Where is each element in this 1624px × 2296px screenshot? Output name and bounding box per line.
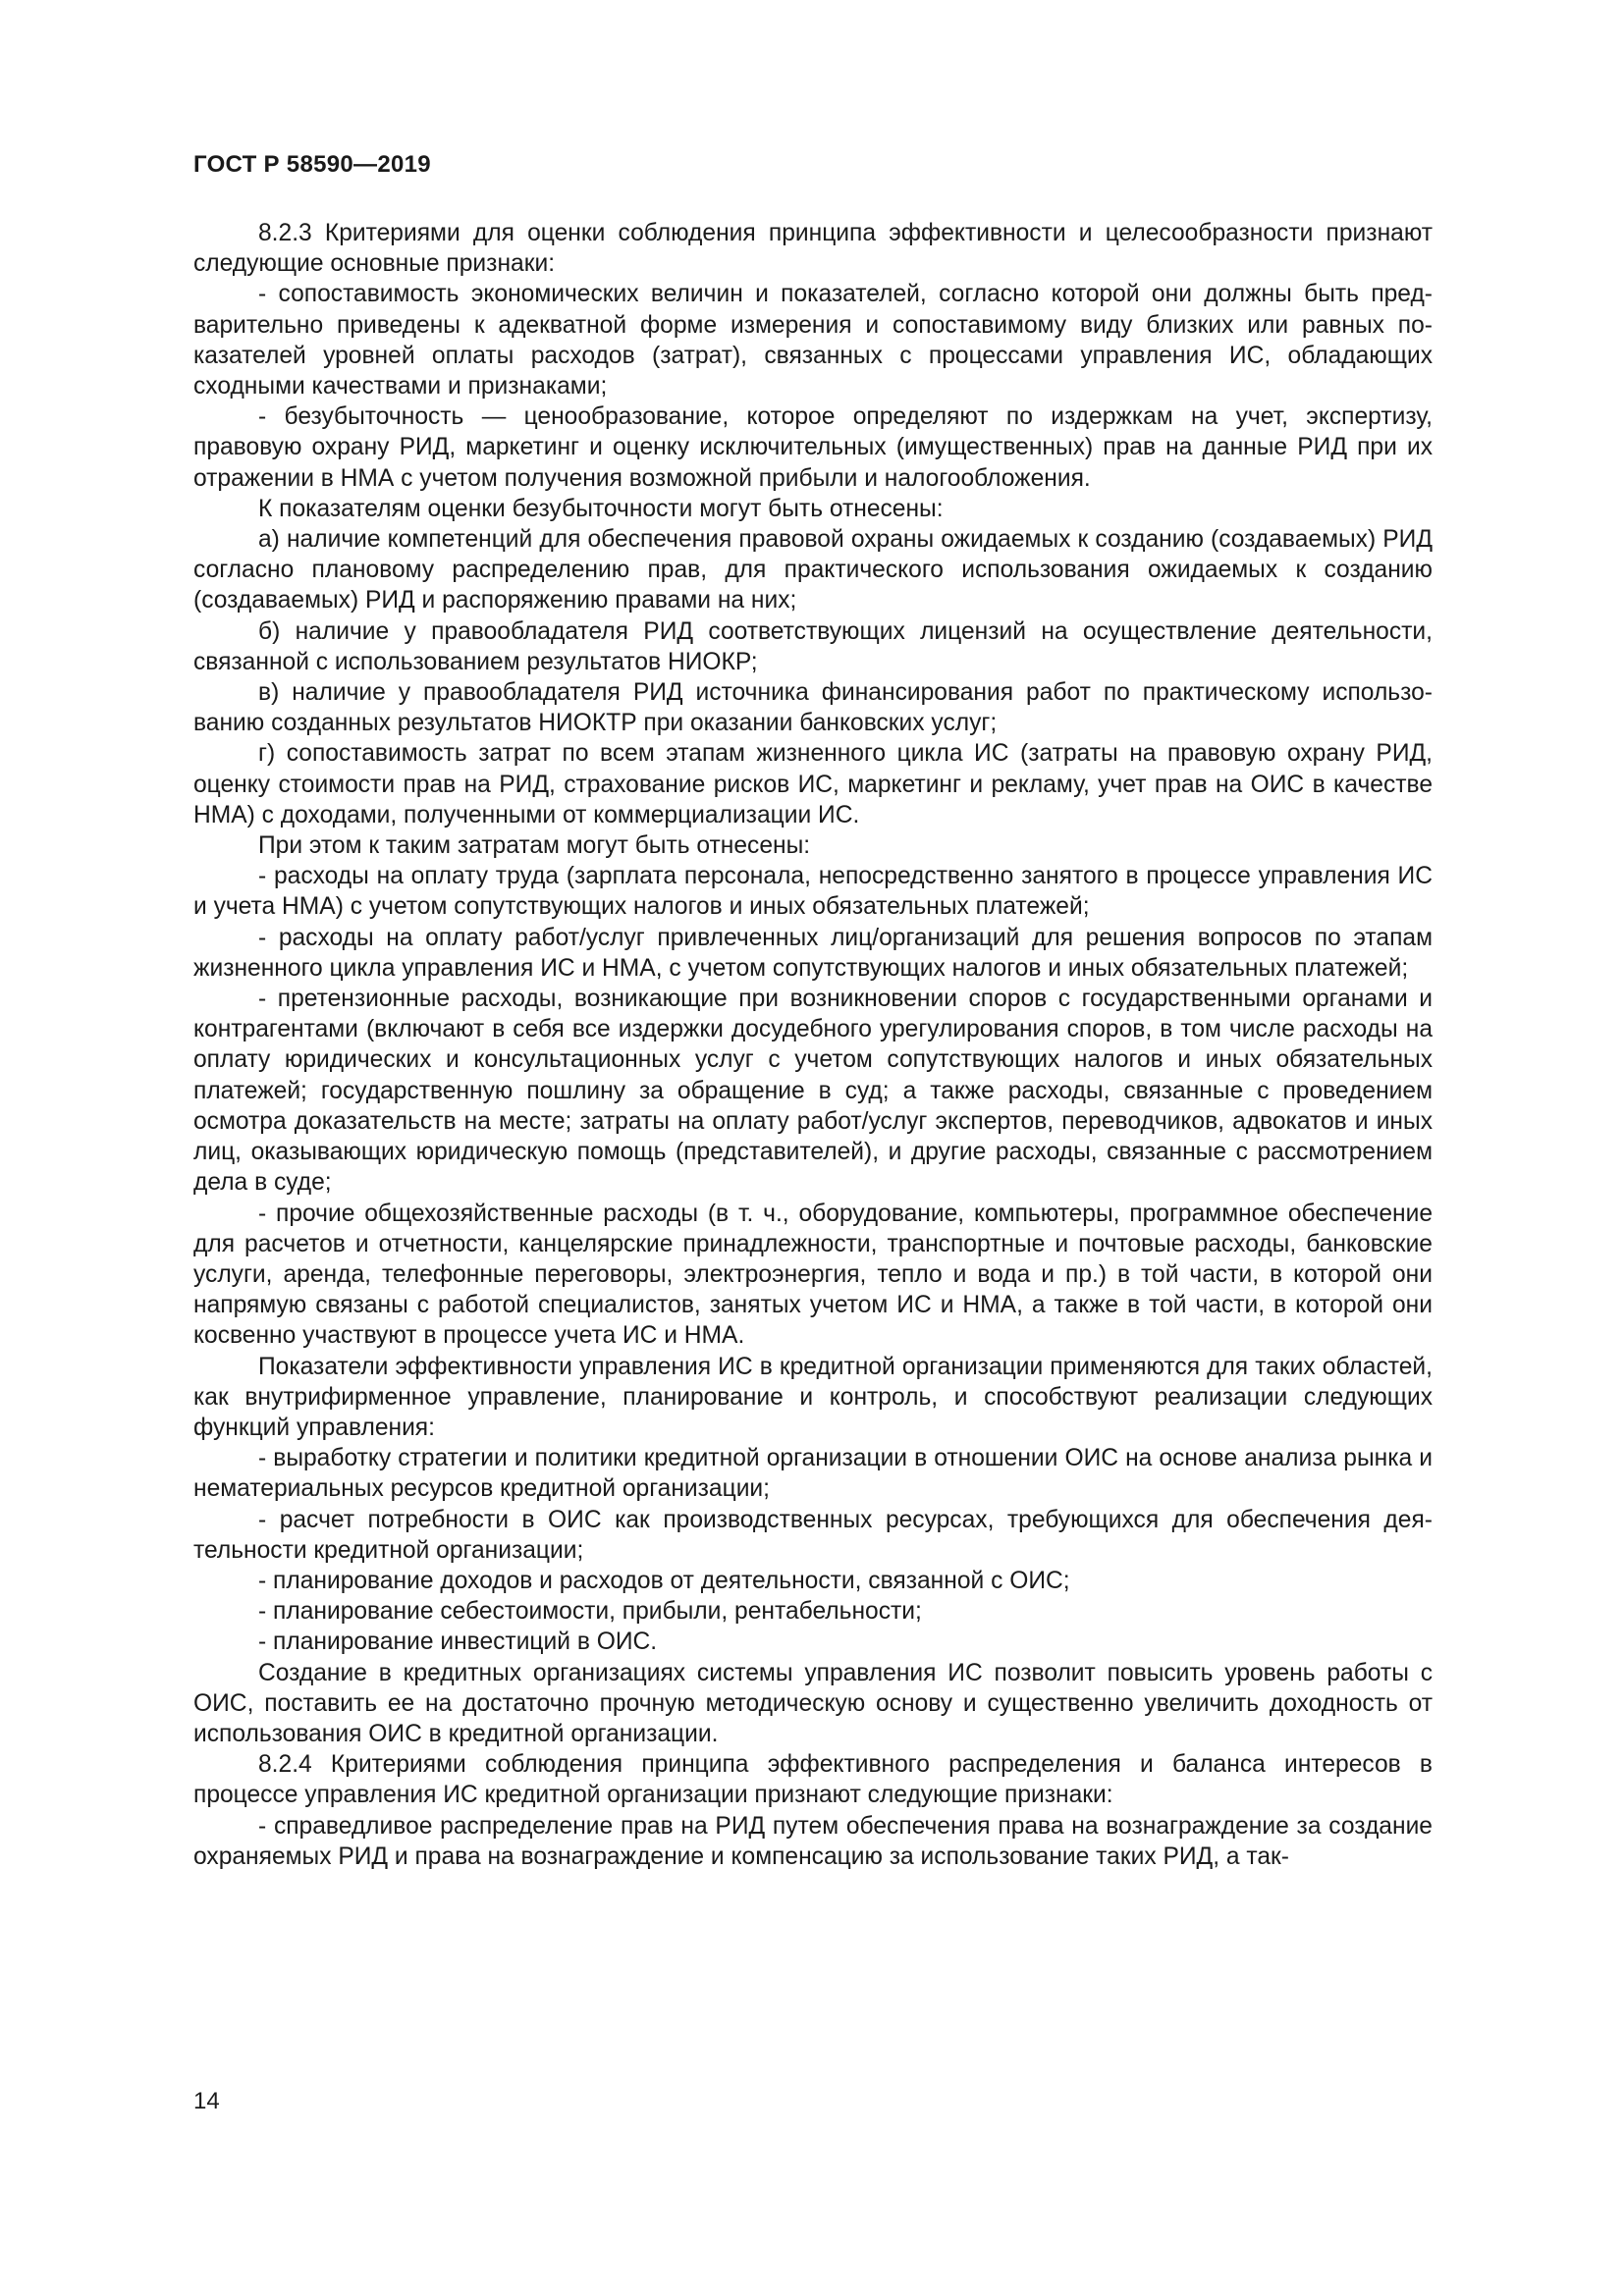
paragraph: - справедливое распределение прав на РИД путем обеспечения права на вознаграждение за создание охраняемых РИД и права на вознаграждение и компенсацию за использование таких РИД, а так- [193,1812,1433,1870]
paragraph: 8.2.3 Критериями для оценки соблюдения принципа эффективности и целесообразности признают следующие основные признаки: [193,220,1433,278]
paragraph: 8.2.4 Критериями соблюдения принципа эффективного распределения и баланса интересов в процессе управления ИС кредитной организации признают следующие признаки: [193,1751,1433,1809]
paragraph: г) сопоставимость затрат по всем этапам жизненного цикла ИС (затраты на правовую охрану РИД, оценку стоимости прав на РИД, страхование рисков ИС, маркетинг и рекламу, учет прав на ОИС в качестве НМА) с доходами, полученными от коммерциализации ИС. [193,740,1433,828]
paragraph: а) наличие компетенций для обеспечения правовой охраны ожидаемых к созданию (создаваемых) РИД согласно плановому распределению прав, для практического использования ожидаемых к созданию (создаваемых) РИД и распоряжению правами на них; [193,526,1433,614]
paragraph: - планирование доходов и расходов от деятельности, связанной с ОИС; [258,1567,1070,1594]
paragraph: - расчет потребности в ОИС как производственных ресурсах, требующихся для обеспечения деятельности кредитной организации; [193,1506,1433,1564]
paragraph: - планирование инвестиций в ОИС. [258,1629,658,1656]
paragraph: - расходы на оплату труда (зарплата персонала, непосредственно занятого в процессе управления ИС и учета НМА) с учетом сопутствующих налогов и иных обязательных платежей; [193,863,1433,921]
paragraph: - расходы на оплату работ/услуг привлеченных лиц/организаций для решения вопросов по этапам жизненного цикла управления ИС и НМА, с учетом сопутствующих налогов и иных обязательных платежей; [193,924,1433,982]
paragraph: Показатели эффективности управления ИС в кредитной организации применяются для таких областей, как внутрифирменное управление, планирование и контроль, и способствуют реализации следующих функций управления: [193,1353,1433,1441]
paragraph: Создание в кредитных организациях системы управления ИС позволит повысить уровень работы с ОИС, поставить ее на достаточно прочную методическую основу и существенно увеличить доходность от использования ОИС в кредитной организации. [193,1659,1433,1747]
paragraph: - прочие общехозяйственные расходы (в т. ч., оборудование, компьютеры, программное обеспечение для расчетов и отчетности, канцелярские принадлежности, транспортные и почтовые расходы, банковские услуги, аренда, телефонные переговоры, электроэнергия, тепло и вода и пр.) в той части, в которой они напрямую связаны с работой специалистов, занятых учетом ИС и НМА, а также в той части, в которой они косвенно участвуют в процессе учета ИС и НМА. [193,1200,1433,1350]
paragraph: - претензионные расходы, возникающие при возникновении споров с государственными органами и контрагентами (включают в себя все издержки досудебного урегулирования споров, в том числе расходы на оплату юридических и консультационных услуг с учетом сопутствующих налогов и иных обязательных платежей; государственную пошлину за обращение в суд; а также расходы, связанные с проведением осмотра доказательств на месте; затраты на оплату работ/услуг экспертов, переводчиков, адвокатов и иных лиц, оказывающих юридическую помощь (представителей), и другие расходы, связанные с рассмотрением дела в суде; [193,986,1433,1197]
document-body [193,218,1433,1872]
document-header: ГОСТ Р 58590—2019 [193,151,431,178]
paragraph: - выработку стратегии и политики кредитной организации в отношении ОИС на основе анализа рынка и нематериальных ресурсов кредитной организации; [193,1445,1433,1503]
paragraph: - планирование себестоимости, прибыли, рентабельности; [258,1598,922,1626]
paragraph: К показателям оценки безубыточности могут быть отнесены: [258,495,944,522]
paragraph: б) наличие у правообладателя РИД соответствующих лицензий на осуществление деятельности, связанной с использованием результатов НИОКР; [193,617,1433,675]
page-number: 14 [193,2088,220,2114]
paragraph: - безубыточность — ценообразование, которое определяют по издержкам на учет, экспертизу, правовую охрану РИД, маркетинг и оценку исключительных (имущественных) прав на данные РИД при их отражении в НМА с учетом получения возможной прибыли и налогообложения. [193,403,1433,492]
paragraph: При этом к таким затратам могут быть отнесены: [258,832,811,860]
paragraph: в) наличие у правообладателя РИД источника финансирования работ по практическому использованию созданных результатов НИОКТР при оказании банковских услуг; [193,679,1433,737]
paragraph: - сопоставимость экономических величин и показателей, согласно которой они должны быть предварительно приведены к адекватной форме измерения и сопоставимому виду близких или равных показателей уровней оплаты расходов (затрат), связанных с процессами управления ИС, обладающих сходными качествами и признаками; [193,281,1433,400]
